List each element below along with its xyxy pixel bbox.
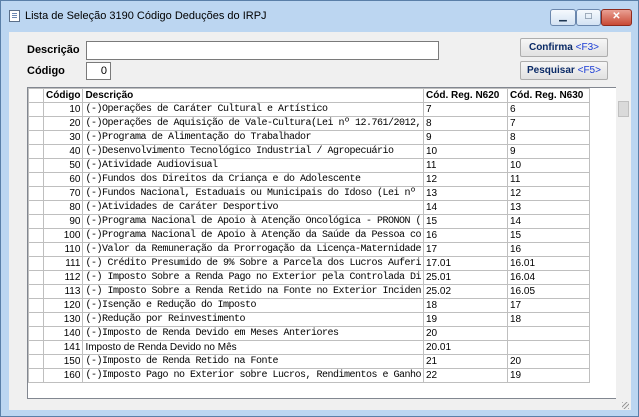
descricao-label: Descrição xyxy=(27,44,80,56)
cell-descricao[interactable]: (-) Crédito Presumido de 9% Sobre a Parcela dos Lucros Auferi xyxy=(83,257,424,271)
cell-n620[interactable]: 13 xyxy=(424,187,508,201)
table-row[interactable] xyxy=(29,313,590,327)
cell-n630[interactable]: 20 xyxy=(508,355,590,369)
row-selector[interactable] xyxy=(29,117,44,131)
cell-descricao[interactable]: Imposto de Renda Devido no Mês xyxy=(83,341,424,355)
cell-n620[interactable]: 21 xyxy=(424,355,508,369)
cell-n630[interactable]: 16 xyxy=(508,243,590,257)
row-selector[interactable] xyxy=(29,369,44,383)
row-selector[interactable] xyxy=(29,159,44,173)
cell-n620[interactable]: 15 xyxy=(424,215,508,229)
table-row[interactable] xyxy=(29,187,590,201)
cell-descricao[interactable]: (-)Operações de Aquisição de Vale-Cultura(Lei nº 12.761/2012, xyxy=(83,117,424,131)
cell-descricao[interactable]: (-) Imposto Sobre a Renda Pago no Exterior pela Controlada Di xyxy=(83,271,424,285)
cell-descricao[interactable]: (-)Imposto de Renda Devido em Meses Anteriores xyxy=(83,327,424,341)
cell-n630[interactable]: 16.01 xyxy=(508,257,590,271)
cell-descricao[interactable]: (-)Fundos dos Direitos da Criança e do Adolescente xyxy=(83,173,424,187)
cell-codigo[interactable]: 60 xyxy=(44,173,83,187)
row-selector[interactable] xyxy=(29,341,44,355)
row-selector[interactable] xyxy=(29,103,44,117)
cell-n630[interactable]: 10 xyxy=(508,159,590,173)
table-row[interactable] xyxy=(29,243,590,257)
column-header-codigo[interactable]: Código xyxy=(44,89,83,103)
row-selector[interactable] xyxy=(29,173,44,187)
close-button[interactable]: ✕ xyxy=(601,9,632,26)
table-row[interactable] xyxy=(29,355,590,369)
cell-descricao[interactable]: (-)Operações de Caráter Cultural e Artístico xyxy=(83,103,424,117)
table-row[interactable] xyxy=(29,369,590,383)
table-row[interactable] xyxy=(29,257,590,271)
cell-n620[interactable]: 8 xyxy=(424,117,508,131)
table-row[interactable] xyxy=(29,215,590,229)
codigo-label: Código xyxy=(27,65,65,77)
cell-n620[interactable]: 7 xyxy=(424,103,508,117)
window-title: Lista de Seleção 3190 Código Deduções do IRPJ xyxy=(25,10,267,22)
cell-n620[interactable]: 16 xyxy=(424,229,508,243)
cell-n620[interactable]: 10 xyxy=(424,145,508,159)
cell-descricao[interactable]: (-)Fundos Nacional, Estaduais ou Municipais do Idoso (Lei nº xyxy=(83,187,424,201)
scrollbar-thumb[interactable] xyxy=(618,101,629,117)
row-selector[interactable] xyxy=(29,131,44,145)
confirma-label: Confirma xyxy=(528,42,573,53)
row-selector[interactable] xyxy=(29,327,44,341)
table-row[interactable] xyxy=(29,159,590,173)
row-selector[interactable] xyxy=(29,187,44,201)
cell-codigo[interactable]: 160 xyxy=(44,369,83,383)
cell-codigo[interactable]: 120 xyxy=(44,299,83,313)
cell-descricao[interactable]: (-)Isenção e Redução do Imposto xyxy=(83,299,424,313)
app-list-icon xyxy=(9,10,20,22)
column-header-n620[interactable]: Cód. Reg. N620 xyxy=(424,89,508,103)
minimize-button[interactable]: ▁ xyxy=(550,9,576,26)
confirma-button[interactable] xyxy=(520,38,608,57)
cell-descricao[interactable]: (-)Redução por Reinvestimento xyxy=(83,313,424,327)
cell-codigo[interactable]: 113 xyxy=(44,285,83,299)
cell-n630[interactable]: 6 xyxy=(508,103,590,117)
row-selector[interactable] xyxy=(29,145,44,159)
cell-descricao[interactable]: (-)Programa de Alimentação do Trabalhador xyxy=(83,131,424,145)
cell-n620[interactable]: 19 xyxy=(424,313,508,327)
cell-n620[interactable]: 9 xyxy=(424,131,508,145)
pesquisar-shortcut: <F5> xyxy=(577,65,601,76)
table-row[interactable] xyxy=(29,131,590,145)
cell-n630[interactable]: 14 xyxy=(508,215,590,229)
column-header-descricao[interactable]: Descrição xyxy=(83,89,424,103)
row-selector[interactable] xyxy=(29,257,44,271)
cell-descricao[interactable]: (-)Imposto Pago no Exterior sobre Lucros, Rendimentos e Ganho xyxy=(83,369,424,383)
row-selector[interactable] xyxy=(29,285,44,299)
row-selector[interactable] xyxy=(29,229,44,243)
cell-codigo[interactable]: 130 xyxy=(44,313,83,327)
cell-n630[interactable]: 13 xyxy=(508,201,590,215)
results-table xyxy=(28,88,590,383)
cell-n620[interactable]: 17.01 xyxy=(424,257,508,271)
cell-n630[interactable]: 19 xyxy=(508,369,590,383)
cell-n630[interactable]: 15 xyxy=(508,229,590,243)
table-row[interactable] xyxy=(29,327,590,341)
codigo-input[interactable]: 0 xyxy=(86,62,111,80)
cell-codigo[interactable]: 100 xyxy=(44,229,83,243)
table-row[interactable] xyxy=(29,145,590,159)
cell-n630[interactable] xyxy=(508,341,590,355)
cell-codigo[interactable]: 20 xyxy=(44,117,83,131)
table-row[interactable] xyxy=(29,229,590,243)
row-selector[interactable] xyxy=(29,355,44,369)
row-selector-header xyxy=(29,89,44,103)
cell-n620[interactable]: 18 xyxy=(424,299,508,313)
maximize-button[interactable]: □ xyxy=(576,9,601,26)
cell-n620[interactable]: 20.01 xyxy=(424,341,508,355)
cell-descricao[interactable]: (-)Desenvolvimento Tecnológico Industrial / Agropecuário xyxy=(83,145,424,159)
cell-n620[interactable]: 12 xyxy=(424,173,508,187)
title-bar[interactable] xyxy=(1,1,638,31)
row-selector[interactable] xyxy=(29,215,44,229)
results-grid[interactable] xyxy=(27,87,618,399)
header-row xyxy=(29,89,590,103)
cell-codigo[interactable]: 150 xyxy=(44,355,83,369)
cell-n630[interactable]: 8 xyxy=(508,131,590,145)
cell-codigo[interactable]: 141 xyxy=(44,341,83,355)
cell-n620[interactable]: 22 xyxy=(424,369,508,383)
cell-codigo[interactable]: 40 xyxy=(44,145,83,159)
dialog-body xyxy=(9,32,631,410)
cell-n620[interactable]: 25.01 xyxy=(424,271,508,285)
row-selector[interactable] xyxy=(29,201,44,215)
cell-n630[interactable]: 12 xyxy=(508,187,590,201)
resize-grip-icon[interactable] xyxy=(622,402,629,409)
cell-codigo[interactable]: 140 xyxy=(44,327,83,341)
cell-n630[interactable]: 18 xyxy=(508,313,590,327)
cell-n630[interactable]: 11 xyxy=(508,173,590,187)
cell-n630[interactable]: 17 xyxy=(508,299,590,313)
cell-descricao[interactable]: (-)Atividades de Caráter Desportivo xyxy=(83,201,424,215)
cell-codigo[interactable]: 112 xyxy=(44,271,83,285)
status-bar xyxy=(9,401,631,410)
cell-n630[interactable]: 7 xyxy=(508,117,590,131)
table-row[interactable] xyxy=(29,173,590,187)
row-selector[interactable] xyxy=(29,299,44,313)
table-row[interactable] xyxy=(29,285,590,299)
descricao-input[interactable] xyxy=(86,41,439,60)
row-selector[interactable] xyxy=(29,313,44,327)
cell-n630[interactable]: 16.04 xyxy=(508,271,590,285)
cell-n630[interactable] xyxy=(508,327,590,341)
cell-codigo[interactable]: 110 xyxy=(44,243,83,257)
cell-descricao[interactable]: (-) Imposto Sobre a Renda Retido na Fonte no Exterior Inciden xyxy=(83,285,424,299)
confirma-shortcut: <F3> xyxy=(575,42,600,53)
cell-codigo[interactable]: 30 xyxy=(44,131,83,145)
cell-n620[interactable]: 14 xyxy=(424,201,508,215)
cell-codigo[interactable]: 111 xyxy=(44,257,83,271)
cell-codigo[interactable]: 50 xyxy=(44,159,83,173)
cell-descricao[interactable]: (-)Atividade Audiovisual xyxy=(83,159,424,173)
table-row[interactable] xyxy=(29,299,590,313)
column-header-n630[interactable]: Cód. Reg. N630 xyxy=(508,89,590,103)
cell-n620[interactable]: 25.02 xyxy=(424,285,508,299)
cell-codigo[interactable]: 70 xyxy=(44,187,83,201)
cell-descricao[interactable]: (-)Valor da Remuneração da Prorrogação da Licença-Maternidade xyxy=(83,243,424,257)
cell-codigo[interactable]: 90 xyxy=(44,215,83,229)
cell-descricao[interactable]: (-)Imposto de Renda Retido na Fonte xyxy=(83,355,424,369)
table-row[interactable] xyxy=(29,341,590,355)
cell-n620[interactable]: 17 xyxy=(424,243,508,257)
table-row[interactable] xyxy=(29,103,590,117)
cell-descricao[interactable]: (-)Programa Nacional de Apoio à Atenção da Saúde da Pessoa co xyxy=(83,229,424,243)
table-row[interactable] xyxy=(29,201,590,215)
cell-descricao[interactable]: (-)Programa Nacional de Apoio à Atenção Oncológica - PRONON ( xyxy=(83,215,424,229)
cell-n630[interactable]: 16.05 xyxy=(508,285,590,299)
row-selector[interactable] xyxy=(29,271,44,285)
cell-codigo[interactable]: 10 xyxy=(44,103,83,117)
table-row[interactable] xyxy=(29,117,590,131)
table-row[interactable] xyxy=(29,271,590,285)
pesquisar-label: Pesquisar xyxy=(527,65,575,76)
pesquisar-button[interactable] xyxy=(520,61,608,80)
cell-codigo[interactable]: 80 xyxy=(44,201,83,215)
cell-n620[interactable]: 11 xyxy=(424,159,508,173)
cell-n630[interactable]: 9 xyxy=(508,145,590,159)
vertical-scrollbar[interactable] xyxy=(616,87,631,399)
row-selector[interactable] xyxy=(29,243,44,257)
cell-n620[interactable]: 20 xyxy=(424,327,508,341)
